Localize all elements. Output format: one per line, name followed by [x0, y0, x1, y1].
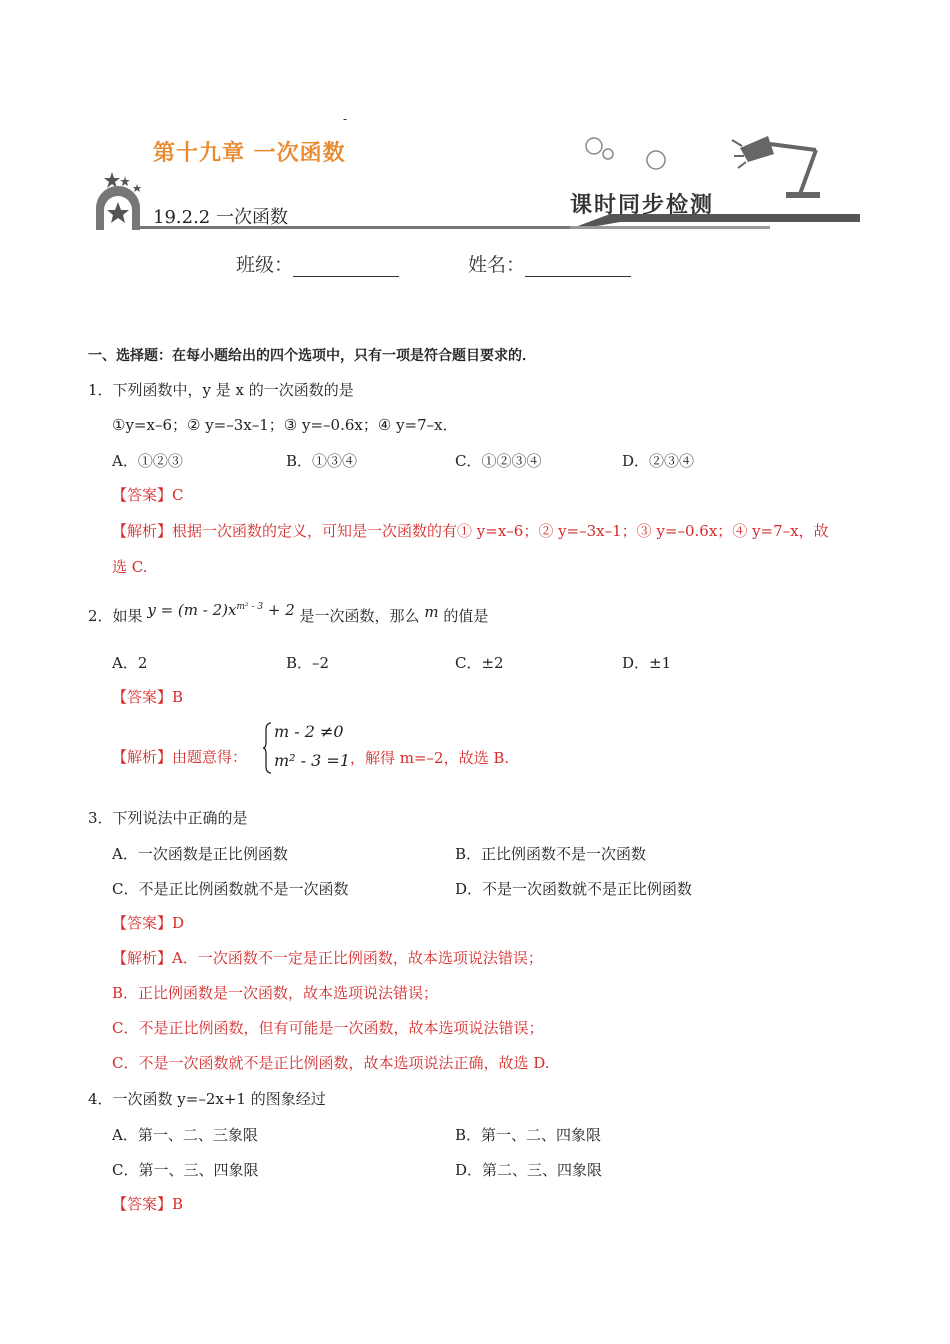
q3-analysis-4: C．不是一次函数就不是正比例函数，故本选项说法正确，故选 D. [112, 1054, 550, 1072]
q1-sub: ①y=x–6；② y=–3x–1；③ y=–0.6x；④ y=7–x． [112, 416, 458, 434]
class-field [236, 250, 399, 277]
q1-analysis-2: 选 C. [112, 558, 148, 576]
section-title: 19.2.2 一次函数 [153, 207, 288, 228]
q1-stem: 1．下列函数中，y 是 x 的一次函数的是 [88, 381, 354, 399]
header-dash: - [343, 112, 348, 126]
class-blank[interactable] [293, 258, 399, 277]
class-label: 班级： [236, 254, 294, 276]
bubbles-icon [582, 134, 672, 178]
q4-option-a: A．第一、二、三象限 [112, 1126, 258, 1144]
q2-formula [147, 601, 299, 619]
q3-analysis-2: B．正比例函数是一次函数，故本选项说法错误； [112, 984, 439, 1002]
q3-option-b: B．正比例函数不是一次函数 [455, 845, 647, 863]
q2-option-a: A．2 [112, 654, 148, 672]
brace-icon [262, 722, 272, 774]
q2-system-2: m² - 3 =1 [274, 751, 351, 770]
q1-option-c: C．①②③④ [455, 452, 542, 470]
q4-option-b: B．第一、二、四象限 [455, 1126, 602, 1144]
q2-formula-tail: + 2 [263, 601, 295, 619]
q2-stem [88, 603, 488, 626]
q3-option-d: D．不是一次函数就不是正比例函数 [455, 880, 693, 898]
q3-analysis-1: 【解析】A．一次函数不一定是正比例函数，故本选项说法错误； [112, 949, 543, 967]
q2-option-d: D．±1 [622, 654, 672, 672]
q3-option-a: A．一次函数是正比例函数 [112, 845, 288, 863]
banner-title: 课时同步检测 [570, 193, 715, 218]
q2-answer: 【答案】B [112, 688, 184, 706]
q1-answer: 【答案】C [112, 486, 184, 504]
q2-analysis-prefix: 【解析】由题意得： [112, 748, 248, 766]
q2-num: 2．如果 [88, 607, 143, 625]
q2-option-c: C．±2 [455, 654, 504, 672]
q2-var: m [424, 603, 439, 621]
q3-analysis-3: C．不是正比例函数，但有可能是一次函数，故本选项说法错误； [112, 1019, 544, 1037]
part1-title: 一、选择题：在每小题给出的四个选项中，只有一项是符合题目要求的． [88, 348, 536, 364]
q2-system-1: m - 2 ≠0 [274, 722, 344, 741]
q4-option-c: C．第一、三、四象限 [112, 1161, 259, 1179]
q3-answer: 【答案】D [112, 914, 185, 932]
q2-option-b: B．–2 [286, 654, 330, 672]
q4-option-d: D．第二、三、四象限 [455, 1161, 603, 1179]
q2-formula-base: y = (m - 2)x [147, 601, 237, 619]
q1-option-d: D．②③④ [622, 452, 695, 470]
q1-option-b: B．①③④ [286, 452, 358, 470]
q2-stem-tail: 是一次函数，那么 [299, 607, 420, 625]
name-label: 姓名： [468, 254, 526, 276]
q2-stem-end: 的值是 [443, 607, 489, 625]
q4-stem: 4．一次函数 y=–2x+1 的图象经过 [88, 1090, 326, 1108]
q2-analysis-suffix: ，解得 m=–2，故选 B. [350, 749, 510, 767]
chapter-title: 第十九章 一次函数 [153, 141, 346, 166]
q4-answer: 【答案】B [112, 1195, 184, 1213]
name-blank[interactable] [525, 258, 631, 277]
q3-option-c: C．不是正比例函数就不是一次函数 [112, 880, 349, 898]
name-field [468, 250, 631, 277]
q1-option-a: A．①②③ [112, 452, 183, 470]
q3-stem: 3．下列说法中正确的是 [88, 809, 248, 827]
q1-analysis-1: 【解析】根据一次函数的定义，可知是一次函数的有① y=x–6；② y=–3x–1；③ y=–0.6x；④ y=7–x，故 [112, 522, 829, 540]
q2-formula-exp: m² - 3 [236, 602, 264, 612]
desk-lamp-icon [730, 128, 830, 202]
